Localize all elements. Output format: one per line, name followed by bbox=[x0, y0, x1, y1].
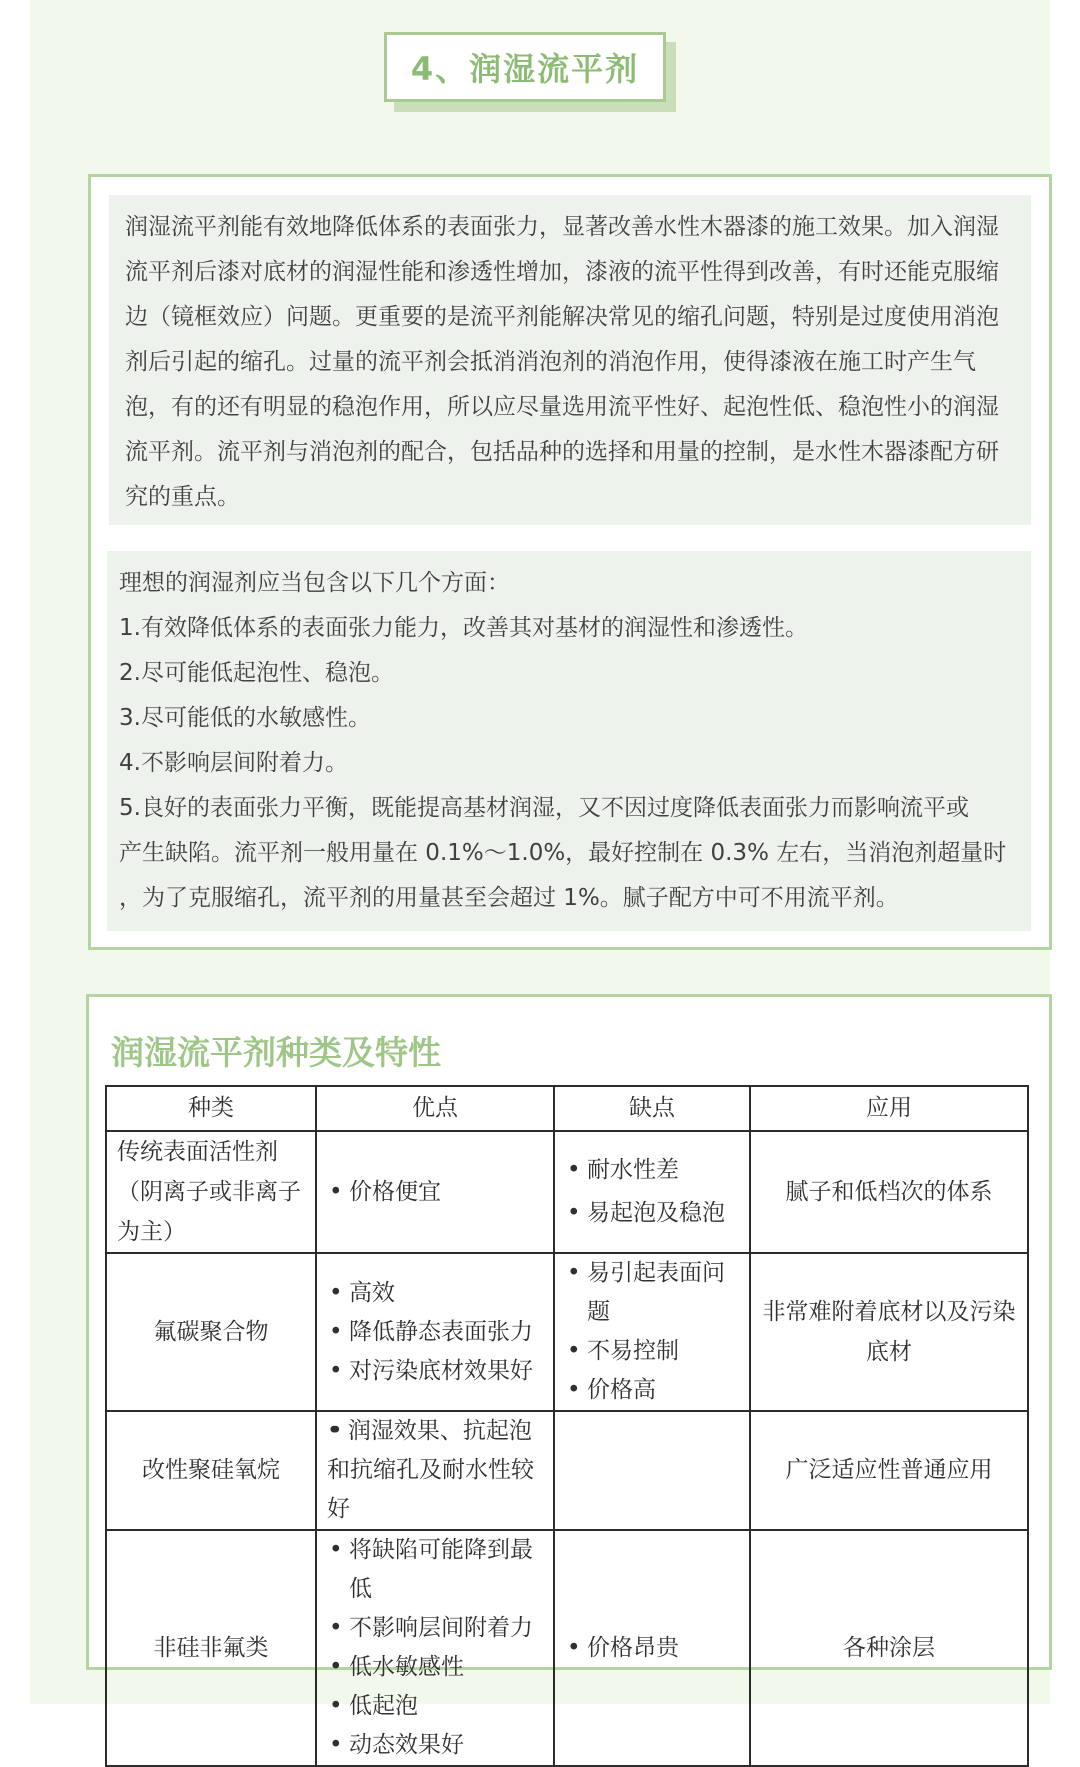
table-row bbox=[106, 1131, 1028, 1253]
pro-item: • 价格便宜 bbox=[327, 1171, 543, 1214]
types-table bbox=[105, 1085, 1029, 1767]
cell-pros bbox=[316, 1253, 554, 1411]
cell-type: 非硅非氟类 bbox=[106, 1530, 316, 1766]
section-title-block bbox=[384, 32, 680, 114]
cell-application: 广泛适应性普通应用 bbox=[750, 1411, 1028, 1530]
pro-item: • 动态效果好 bbox=[327, 1726, 543, 1765]
con-item: • 价格高 bbox=[565, 1371, 739, 1410]
cell-pros bbox=[316, 1530, 554, 1766]
cell-application: 腻子和低档次的体系 bbox=[750, 1131, 1028, 1253]
header-application: 应用 bbox=[750, 1086, 1028, 1131]
pro-item: • 高效 bbox=[327, 1274, 543, 1313]
ideal-point-5-line: 产生缺陷。流平剂一般用量在 0.1%～1.0%，最好控制在 0.3% 左右，当消泡剂超量时 bbox=[119, 840, 1007, 866]
con-item: • 耐水性差 bbox=[565, 1149, 739, 1192]
table-row bbox=[106, 1411, 1028, 1530]
ideal-point-5-line: ，为了克服缩孔，流平剂的用量甚至会超过 1%。腻子配方中可不用流平剂。 bbox=[119, 885, 899, 911]
ideal-wetting-agent-list bbox=[107, 551, 1031, 931]
types-card bbox=[86, 994, 1052, 1758]
section-title: 4、润湿流平剂 bbox=[384, 32, 666, 102]
cell-cons bbox=[554, 1131, 750, 1253]
cell-cons-empty bbox=[554, 1411, 750, 1530]
pro-item: • • 润湿效果、抗起泡和抗缩孔及耐水性较好 bbox=[327, 1412, 543, 1529]
table-row bbox=[106, 1253, 1028, 1411]
cell-application: 非常难附着底材以及污染底材 bbox=[750, 1253, 1028, 1411]
pro-item: • 低水敏感性 bbox=[327, 1648, 543, 1687]
cell-type: 氟碳聚合物 bbox=[106, 1253, 316, 1411]
table-row bbox=[106, 1530, 1028, 1766]
intro-paragraph: 润湿流平剂能有效地降低体系的表面张力，显著改善水性木器漆的施工效果。加入润湿流平剂后漆对底材的润湿性能和渗透性增加，漆液的流平性得到改善，有时还能克服缩边（镜框效应）问题。更重要的是流平剂能解决常见的缩孔问题，特别是过度使用消泡剂后引起的缩孔。过量的流平剂会抵消消泡剂的消泡作用，使得漆液在施工时产生气泡，有的还有明显的稳泡作用，所以应尽量选用流平性好、起泡性低、稳泡性小的润湿流平剂。流平剂与消泡剂的配合，包括品种的选择和用量的控制，是水性木器漆配方研究的重点。 bbox=[109, 195, 1031, 525]
pro-item: • 低起泡 bbox=[327, 1687, 543, 1726]
cell-application: 各种涂层 bbox=[750, 1530, 1028, 1766]
ideal-point: 2.尽可能低起泡性、稳泡。 bbox=[119, 660, 394, 686]
con-item: • 易引起表面问题 bbox=[565, 1254, 739, 1332]
ideal-heading: 理想的润湿剂应当包含以下几个方面： bbox=[119, 570, 510, 596]
intro-card bbox=[88, 174, 1052, 950]
header-cons: 缺点 bbox=[554, 1086, 750, 1131]
table-header-row bbox=[106, 1086, 1028, 1131]
cell-pros bbox=[316, 1411, 554, 1530]
cell-cons bbox=[554, 1253, 750, 1411]
cell-type: 改性聚硅氧烷 bbox=[106, 1411, 316, 1530]
ideal-point: 4.不影响层间附着力。 bbox=[119, 750, 348, 776]
ideal-point: 1.有效降低体系的表面张力能力，改善其对基材的润湿性和渗透性。 bbox=[119, 615, 808, 641]
ideal-point: 3.尽可能低的水敏感性。 bbox=[119, 705, 371, 731]
pro-item: • 降低静态表面张力 bbox=[327, 1313, 543, 1352]
header-pros: 优点 bbox=[316, 1086, 554, 1131]
ideal-point-5-line: 5.良好的表面张力平衡，既能提高基材润湿，又不因过度降低表面张力而影响流平或 bbox=[119, 795, 969, 821]
pro-item: • 不影响层间附着力 bbox=[327, 1609, 543, 1648]
page-background bbox=[30, 0, 1050, 1758]
con-item: • 价格昂贵 bbox=[565, 1627, 739, 1670]
con-item: • 易起泡及稳泡 bbox=[565, 1192, 739, 1235]
cell-pros bbox=[316, 1131, 554, 1253]
pro-item: • 对污染底材效果好 bbox=[327, 1352, 543, 1391]
pro-item: • 将缺陷可能降到最低 bbox=[327, 1531, 543, 1609]
cell-cons bbox=[554, 1530, 750, 1766]
con-item: • 不易控制 bbox=[565, 1332, 739, 1371]
cell-type: 传统表面活性剂（阴离子或非离子为主） bbox=[106, 1131, 316, 1253]
table-title: 润湿流平剂种类及特性 bbox=[111, 1033, 441, 1072]
header-type: 种类 bbox=[106, 1086, 316, 1131]
